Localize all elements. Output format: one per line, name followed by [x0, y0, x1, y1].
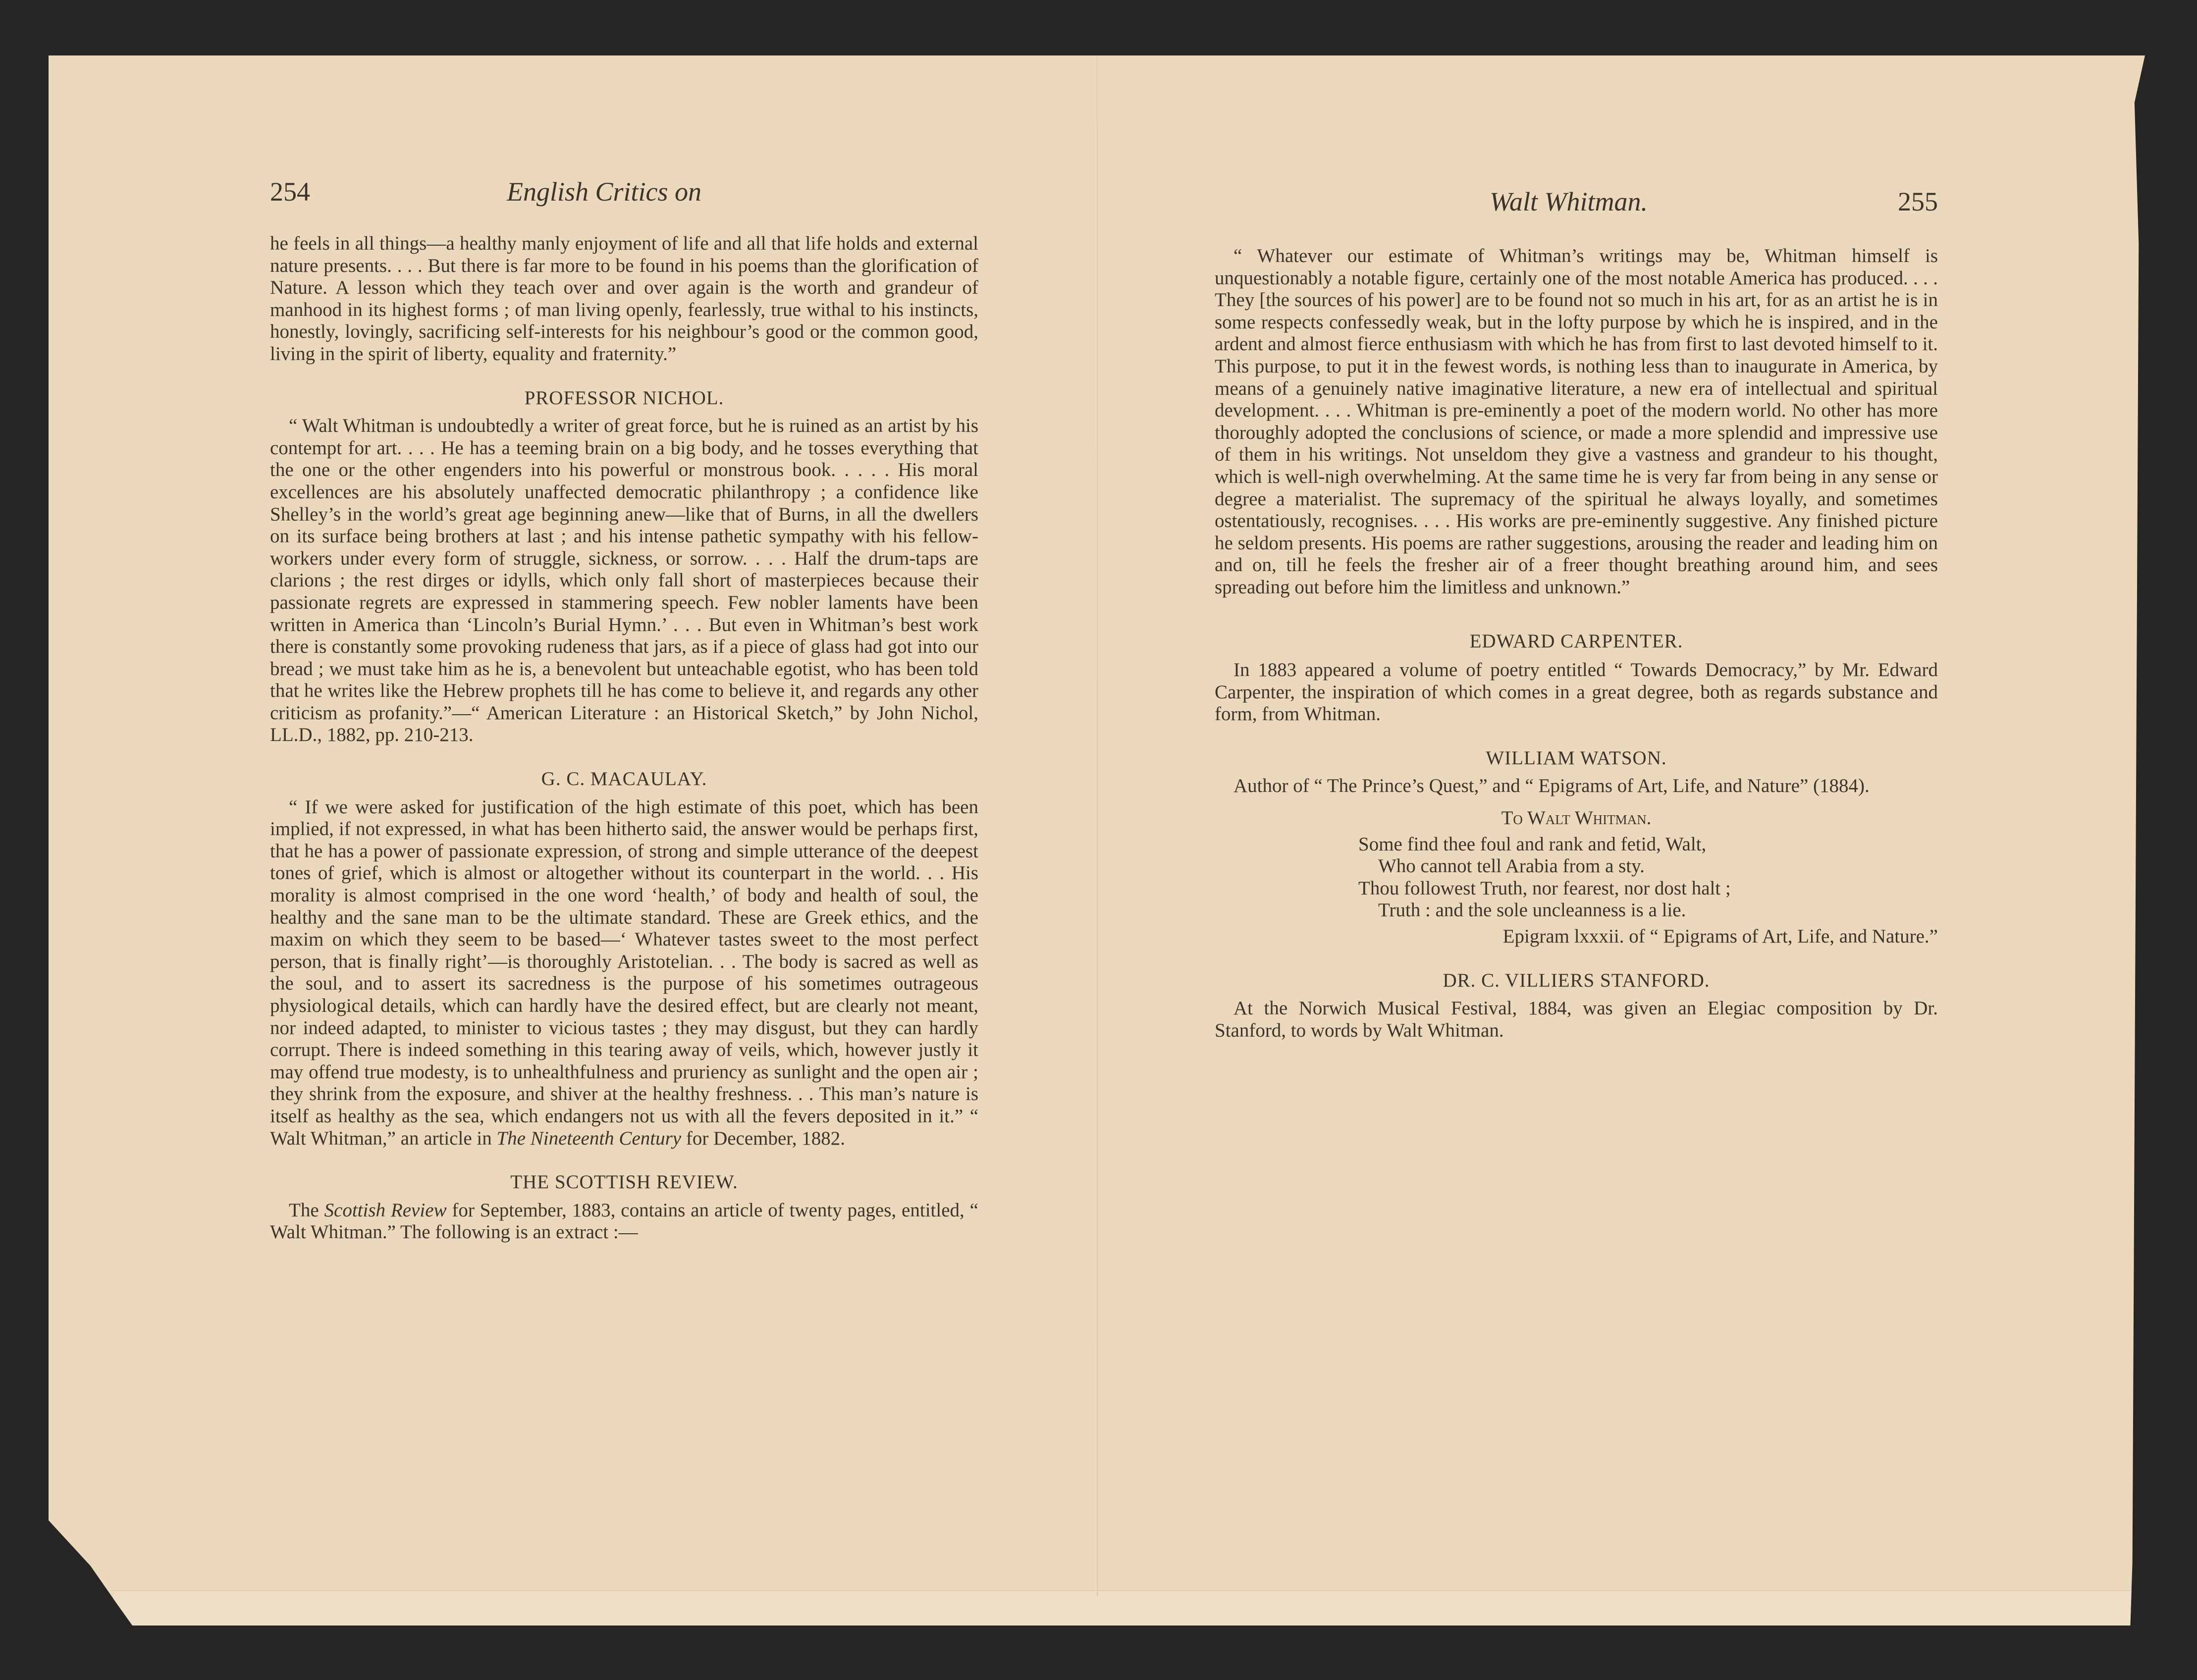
- poem-line: Some find thee foul and rank and fetid, Walt,: [1358, 833, 1707, 855]
- paragraph-text: for December, 1882.: [681, 1127, 845, 1149]
- continuation-paragraph: he feels in all things—a healthy manly enjoyment of life and all that life holds and external nature presents. . . . But there is far more to be found in his poems than the glorification of Nature. A lesson which they teach over and over again is the worth and grandeur of manhood in its highest forms ; of man living openly, fearlessly, true withal to his instincts, honestly, lovingly, sacrificing self-interests for his neighbour’s good or the common good, living in the spirit of liberty, equality and fraternity.”: [270, 233, 978, 365]
- running-head-title: English Critics on: [507, 177, 702, 207]
- section-heading: DR. C. VILLIERS STANFORD.: [1443, 969, 1710, 991]
- journal-title: The Nineteenth Century: [496, 1127, 682, 1149]
- section-paragraph: “ Walt Whitman is undoubtedly a writer of great force, but he is ruined as an artist by his contempt for art. . . . He has a teeming brain on a big body, and he tosses everything that the one or the other engenders into his powerful or monstrous book. . . . . His moral excellences are his absolutely unaffected democratic philanthropy ; a confidence like Shelley’s in the world’s great age beginning anew—like that of Burns, in all the dwellers on its surface being brothers at last ; and his intense pathetic sympathy with his fellow-workers under every form of struggle, sickness, or sorrow. . . . Half the drum-taps are clarions ; the rest dirges or idylls, which only fall short of masterpieces because their passionate regrets are expressed in stammering speech. Few nobler laments have been written in America than ‘Lincoln’s Burial Hymn.’ . . . But even in Whitman’s best work there is constantly some provoking rudeness that jars, as if a piece of glass had got into our bread ; we must take him as he is, a benevolent but unteachable egotist, who has been told that he writes like the Hebrew prophets till he has come to believe it, and regards any other criticism as profanity.”—“ American Literature : an Historical Sketch,” by John Nichol, LL.D., 1882, pp. 210-213.: [270, 415, 978, 746]
- section-paragraph: [270, 796, 978, 1150]
- section-heading: EDWARD CARPENTER.: [1469, 630, 1683, 652]
- paragraph-text: The: [289, 1199, 324, 1221]
- section-heading: THE SCOTTISH REVIEW.: [510, 1171, 738, 1193]
- right-running-head: [1215, 184, 1938, 219]
- left-body: [270, 233, 978, 1244]
- poem-line: Who cannot tell Arabia from a sty.: [1378, 855, 1645, 877]
- paragraph-text: for September, 1883, contains an article of twenty pages, entitled, “ Walt Whitman.” The following is an extract :—: [270, 1199, 978, 1243]
- spine-gutter: [1097, 55, 1098, 1596]
- poem-title: To Walt Whitman.: [1501, 807, 1652, 829]
- section-paragraph: At the Norwich Musical Festival, 1884, was given an Elegiac composition by Dr. Stanford, to words by Walt Whitman.: [1215, 998, 1938, 1041]
- section-heading: G. C. MACAULAY.: [541, 768, 707, 790]
- poem-attribution: Epigram lxxxii. of “ Epigrams of Art, Life, and Nature.”: [1502, 926, 1938, 947]
- section-paragraph: [270, 1200, 978, 1244]
- section-paragraph: Author of “ The Prince’s Quest,” and “ Epigrams of Art, Life, and Nature” (1884).: [1233, 775, 1870, 797]
- section-heading: WILLIAM WATSON.: [1486, 747, 1667, 769]
- paragraph-text: “ If we were asked for justification of the high estimate of this poet, which has been implied, if not expressed, in what has been hitherto said, the answer would be perhaps first, that he has a power of passionate expression, of strong and simple utterance of the deepest tones of grief, which is almost or altogether without its counterpart in the world. . . His morality is almost comprised in the one word ‘health,’ of body and health of soul, the healthy and the sane man to be the ultimate standard. These are Greek ethics, and the maxim on which they seem to be based—‘ Whatever tastes sweet to the most perfect person, that is finally right’—is thoroughly Aristotelian. . . The body is sacred as well as the soul, and to assert its sacredness is the purpose of his sometimes outrageous physiological details, which can hardly have the desired effect, but are clearly not meant, nor indeed adapted, to minister to vicious tastes ; they may disgust, but they can hardly corrupt. There is indeed something in this tearing away of veils, which, however justly it may offend true modesty, is to unhealthfulness and pruriency as sunlight and the open air ; they shrink from the exposure, and shiver at the healthy freshness. . . This man’s nature is itself as healthy as the sea, which endangers not us with all the fevers deposited in it.” “ Walt Whitman,” an article in: [270, 796, 978, 1149]
- section-paragraph: In 1883 appeared a volume of poetry entitled “ Towards Democracy,” by Mr. Edward Carpenter, the inspiration of which comes in a great degree, both as regards substance and form, from Whitman.: [1215, 659, 1938, 725]
- continuation-paragraph: “ Whatever our estimate of Whitman’s writings may be, Whitman himself is unquestionably a notable figure, certainly one of the most notable America has produced. . . . They [the sources of his power] are to be found not so much in his art, for as an artist he is in some respects confessedly weak, but in the lofty purpose by which he is inspired, and in the ardent and almost fierce enthusiasm with which he has from first to last devoted himself to it. This purpose, to put it in the fewest words, is nothing less than to inaugurate in America, by means of a genuinely native imaginative literature, a new era of intellectual and spiritual development. . . . Whitman is pre-eminently a poet of the modern world. No other has more thoroughly adopted the conclusions of science, or made a more splendid and impressive use of them in his writings. Not unseldom they give a vastness and grandeur to his thought, which is well-nigh overwhelming. At the same time he is very far from being in any sense or degree a materialist. The supremacy of the spiritual he always loyally, and sometimes ostentatiously, recognises. . . . His works are pre-eminently suggestive. Any finished picture he seldom presents. His poems are rather suggestions, arousing the reader and leading him on and on, till he feels the fresher air of a freer thought breathing around him, and sees spreading out before him the limitless and unknown.”: [1215, 245, 1938, 598]
- poem-line: Truth : and the sole uncleanness is a lie.: [1378, 899, 1686, 921]
- journal-title: Scottish Review: [324, 1199, 447, 1221]
- running-head-title: Walt Whitman.: [1490, 187, 1648, 216]
- under-leaf-edge: [113, 1590, 2132, 1626]
- page-number: 255: [1898, 187, 1938, 216]
- left-running-head: [270, 174, 978, 209]
- right-body: [1215, 245, 1938, 1042]
- poem-line: Thou followest Truth, nor fearest, nor dost halt ;: [1358, 877, 1731, 899]
- page-number: 254: [270, 177, 310, 207]
- section-heading: PROFESSOR NICHOL.: [524, 387, 724, 409]
- poem: [1358, 834, 1938, 922]
